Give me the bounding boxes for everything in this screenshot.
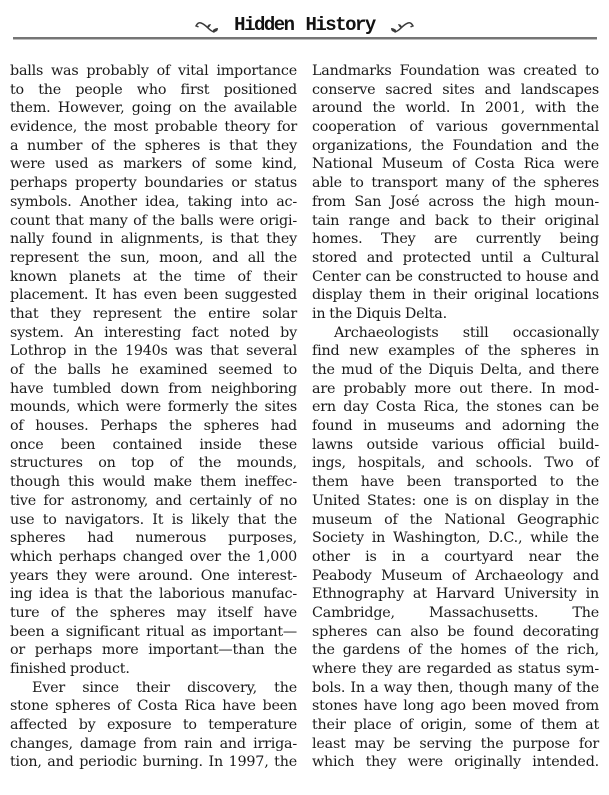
text-line: are probably more out there. In mod- bbox=[312, 380, 599, 397]
text-line: have tumbled down from neighboring bbox=[10, 380, 297, 397]
text-line: Center can be constructed to house and bbox=[312, 268, 599, 285]
text-line: nally found in alignments, is that they bbox=[10, 231, 297, 248]
text-line: organizations, the Foundation and the bbox=[312, 137, 599, 154]
text-line: United States: one is on display in the bbox=[312, 492, 599, 509]
text-line: from San José across the high moun- bbox=[312, 193, 599, 210]
text-line: perhaps property boundaries or status bbox=[10, 175, 297, 192]
text-line: were used as markers of some kind, bbox=[10, 156, 297, 173]
text-line: around the world. In 2001, with the bbox=[312, 100, 599, 117]
text-line: symbols. Another idea, taking into ac- bbox=[10, 193, 297, 210]
text-line: years they were around. One interest- bbox=[10, 567, 297, 584]
text-line: the gardens of the homes of the rich, bbox=[312, 642, 599, 659]
text-line: of the balls he examined seemed to bbox=[10, 362, 297, 378]
text-line: in the Diquis Delta. bbox=[312, 305, 447, 322]
text-line: tion, and periodic burning. In 1997, the bbox=[10, 754, 297, 771]
text-line: stone spheres of Costa Rica have been bbox=[10, 698, 297, 715]
text-line: their place of origin, some of them at bbox=[312, 717, 599, 734]
text-line: to the people who first positioned bbox=[10, 81, 297, 98]
text-line: conserve sacred sites and landscapes bbox=[312, 81, 599, 98]
text-line: homes. They are currently being bbox=[312, 231, 599, 248]
text-line: of houses. Perhaps the spheres had bbox=[10, 418, 297, 435]
text-line: which perhaps changed over the 1,000 bbox=[10, 548, 297, 565]
text-line: find new examples of the spheres in bbox=[312, 343, 599, 360]
text-line: stored and protected until a Cultural bbox=[312, 249, 599, 266]
text-line: Ethnography at Harvard University in bbox=[312, 586, 599, 603]
text-line: Society in Washington, D.C., while the bbox=[312, 530, 599, 547]
text-line: stones have long ago been moved from bbox=[312, 698, 599, 715]
text-line: spheres can also be found decorating bbox=[312, 623, 599, 640]
text-line: Cambridge, Massachusetts. The bbox=[312, 604, 599, 621]
text-line: tive for astronomy, and certainly of no bbox=[10, 492, 297, 509]
text-line: use to navigators. It is likely that the bbox=[10, 511, 297, 528]
text-line: mounds, which were formerly the sites bbox=[10, 399, 297, 416]
text-line: affected by exposure to temperature bbox=[10, 717, 297, 734]
text-line: count that many of the balls were origi- bbox=[10, 212, 297, 229]
header-divider bbox=[13, 37, 597, 39]
text-line: display them in their original locations bbox=[312, 287, 599, 304]
text-line: the mud of the Diquis Delta, and there bbox=[312, 362, 599, 378]
two-column-text bbox=[10, 62, 599, 772]
text-line: known planets at the time of their bbox=[10, 268, 297, 285]
text-line: them have been transported to the bbox=[312, 474, 599, 491]
text-line: ings, hospitals, and schools. Two of bbox=[312, 455, 599, 472]
text-line: Landmarks Foundation was created to bbox=[312, 63, 599, 79]
text-column-left bbox=[10, 62, 297, 772]
text-line: them. However, going on the available bbox=[10, 100, 297, 117]
text-line: ern day Costa Rica, the stones can be bbox=[312, 399, 599, 416]
text-line: been a significant ritual as important— bbox=[10, 623, 297, 640]
text-line: able to transport many of the spheres bbox=[312, 175, 599, 192]
text-line: finished product. bbox=[10, 661, 130, 677]
text-line: National Museum of Costa Rica were bbox=[312, 156, 599, 173]
floral-flourish-right-icon bbox=[390, 20, 414, 35]
text-line: evidence, the most probable theory for bbox=[10, 119, 297, 136]
text-line: which they were originally intended. bbox=[312, 754, 599, 771]
text-line: other is in a courtyard near the bbox=[312, 548, 599, 565]
text-line: once been contained inside these bbox=[10, 436, 297, 453]
text-line: ture of the spheres may itself have bbox=[10, 604, 297, 621]
text-line: a number of the spheres is that they bbox=[10, 137, 297, 154]
text-line: tain range and back to their original bbox=[312, 212, 599, 229]
text-line: system. An interesting fact noted by bbox=[10, 324, 297, 341]
text-line: lawns outside various official build- bbox=[312, 436, 599, 453]
text-line: structures on top of the mounds, bbox=[10, 455, 297, 472]
text-line: changes, damage from rain and irriga- bbox=[10, 735, 297, 752]
text-line: found in museums and adorning the bbox=[312, 418, 599, 435]
text-line: museum of the National Geographic bbox=[312, 511, 599, 528]
floral-flourish-left-icon bbox=[195, 20, 219, 35]
text-line: Peabody Museum of Archaeology and bbox=[312, 567, 599, 584]
text-line: that they represent the entire solar bbox=[10, 305, 297, 322]
text-line: represent the sun, moon, and all the bbox=[10, 249, 297, 266]
text-line: though this would make them ineffec- bbox=[10, 474, 297, 491]
text-line: Lothrop in the 1940s was that several bbox=[10, 343, 297, 360]
text-line: Archaeologists still occasionally bbox=[334, 324, 599, 341]
text-line: least may be serving the purpose for bbox=[312, 735, 599, 752]
text-line: bols. In a way then, though many of the bbox=[312, 679, 599, 696]
text-line: Ever since their discovery, the bbox=[32, 679, 297, 696]
text-line: balls was probably of vital importance bbox=[10, 63, 297, 79]
page-title: Hidden History bbox=[234, 14, 375, 36]
text-line: where they are regarded as status sym- bbox=[312, 661, 599, 677]
text-line: placement. It has even been suggested bbox=[10, 287, 297, 304]
text-column-right bbox=[312, 62, 599, 772]
text-line: or perhaps more important—than the bbox=[10, 642, 297, 659]
text-line: ing idea is that the laborious manufac- bbox=[10, 586, 297, 603]
text-line: cooperation of various governmental bbox=[312, 119, 599, 136]
text-line: spheres had numerous purposes, bbox=[10, 530, 297, 547]
